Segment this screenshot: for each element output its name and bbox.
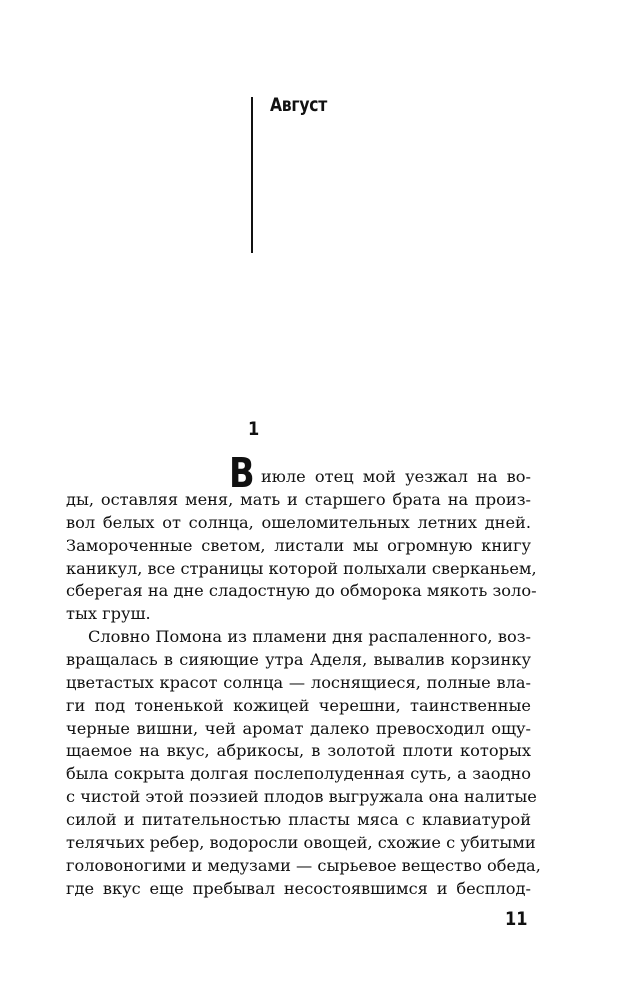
text-line: головоногими и медузами — сырьевое вещество обеда, — [66, 855, 541, 875]
text-line: каникул, все страницы которой полыхали сверканьем, — [66, 558, 537, 578]
text-line: сберегая на дне сладостную до обморока мякоть золо- — [66, 581, 537, 601]
text-line: ды, оставляя меня, мать и старшего брата на произ- — [66, 489, 531, 509]
section-number: 1 — [248, 418, 260, 440]
text-line: ги под тоненькой кожицей черешни, таинственные — [66, 695, 531, 715]
text-line: Замороченные светом, листали мы огромную книгу — [66, 535, 531, 555]
text-line: вращалась в сияющие утра Аделя, вывалив корзинку — [66, 649, 531, 669]
paragraph-1 — [66, 466, 537, 626]
paragraph-2 — [66, 626, 541, 901]
text-line: щаемое на вкус, абрикосы, в золотой плоти которых — [66, 741, 531, 761]
text-line: черные вишни, чей аромат далеко превосходил ощу- — [66, 718, 531, 738]
text-line: телячьих ребер, водоросли овощей, схожие с убитыми — [66, 833, 536, 853]
text-line: с чистой этой поэзией плодов выгружала она налитые — [66, 787, 537, 807]
text-line: цветастых красот солнца — лоснящиеся, полные вла- — [66, 672, 531, 692]
page-number: 11 — [504, 908, 527, 930]
text-line: где вкус еще пребывал несостоявшимся и бесплод- — [66, 878, 531, 898]
vertical-rule — [251, 97, 253, 253]
drop-cap: В — [229, 449, 255, 497]
text-line: вол белых от солнца, ошеломительных летних дней. — [66, 512, 531, 532]
text-line: тых груш. — [66, 604, 151, 624]
chapter-title: Август — [270, 94, 328, 116]
text-line: была сокрыта долгая послеполуденная суть, а заодно — [66, 764, 531, 784]
text-line: Словно Помона из пламени дня распаленного, воз- — [88, 627, 531, 646]
text-line: силой и питательностью пласты мяса с клавиатурой — [66, 810, 531, 830]
text-line: июле отец мой уезжал на во- — [261, 467, 531, 486]
